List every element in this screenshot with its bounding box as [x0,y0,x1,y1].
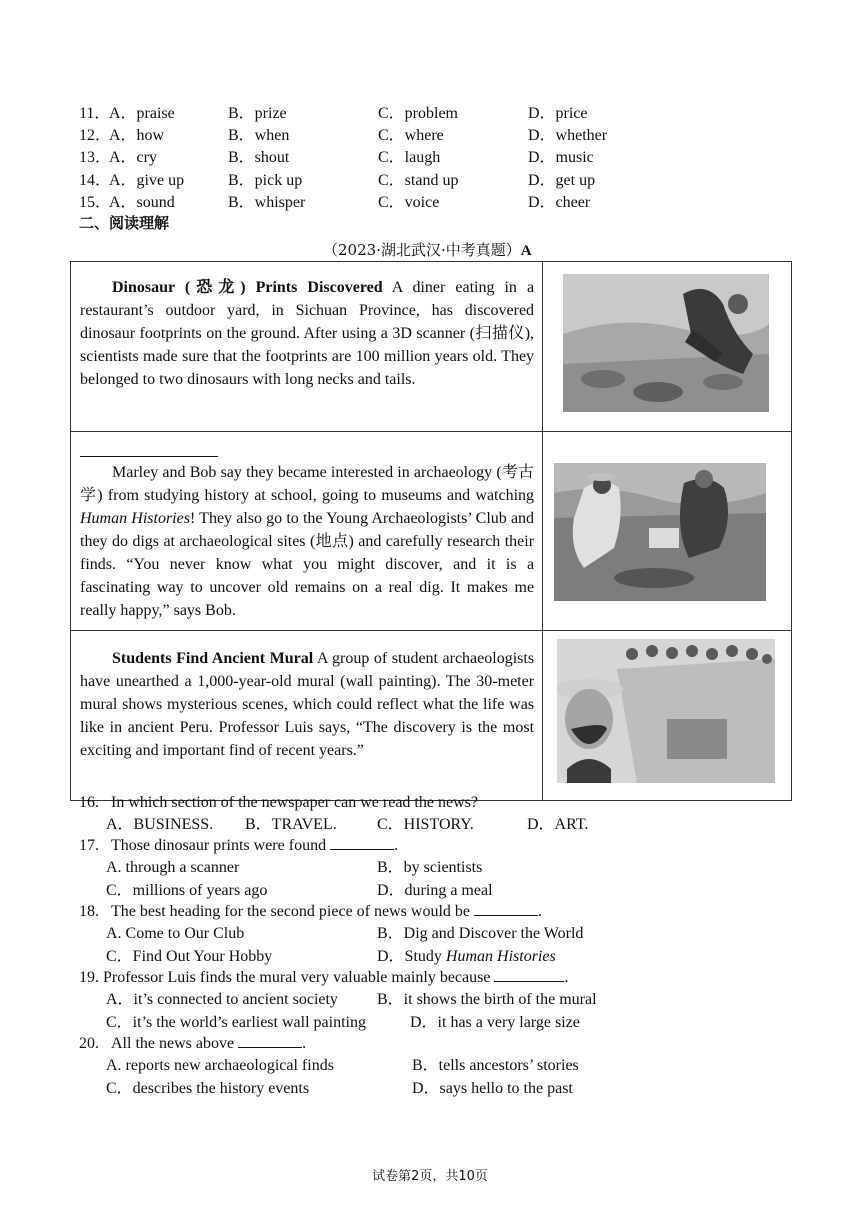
answer-blank [238,1033,302,1048]
q18-option-c: C．Find Out Your Hobby [106,948,273,965]
q19-option-c: C．it’s the world’s earliest wall painting [106,1014,366,1031]
news-3-body: A group of student archaeologists have unearthed a 1,000-year-old mural (wall painting). The 30-meter mural shows mysterious scenes, which could reflect what the life was like in ancient Peru. Professor Luis says, “The discovery is the most exciting and important find of recent years.” [80,650,535,759]
q16-option-d: D．ART. [527,816,589,833]
source-text: （2023·湖北武汉·中考真题） [323,241,521,259]
archaeology-dig-photo [554,463,766,601]
q20-option-a: A. reports new archaeological finds [106,1057,334,1074]
news-table [70,261,792,801]
page-footer: 试卷第2页，共10页 [372,1169,488,1184]
news-1-title: Dinosaur (恐龙) Prints Discovered [112,279,383,296]
news-1-body: A diner eating in a restaurant’s outdoor yard, in Sichuan Province, has discovered dinosaur footprints on the ground. After using a 3D scanner (扫描仪), scientists made sure that the footprints are 100 million years old. They belonged to two dinosaurs with long necks and tails. [80,279,535,388]
passage-letter: A [520,243,532,259]
q18-option-b: B．Dig and Discover the World [377,925,584,942]
heading-blank-line [80,438,218,457]
ancient-mural-photo [557,639,775,783]
q19-option-d: D．it has a very large size [410,1014,580,1031]
q20-option-b: B．tells ancestors’ stories [412,1057,579,1074]
answer-blank [330,835,394,850]
answer-blank [474,901,538,916]
news-2-text: Marley and Bob say they became interested in archaeology (考古学) from studying history at school, going to museums and watching Human Histories! They also go to the Young Archaeologists’ Club and they do digs at archaeological sites (地点) and carefully research their finds. “You never know what you might discover, and it is a fascinating way to uncover old remains on a real dig. It makes me really happy,” says Bob. [71,432,542,630]
source-line [323,239,532,260]
section-title: 二、阅读理解 [79,214,170,232]
question-20: 20. All the news above . [79,1035,307,1052]
q16-option-b: B．TRAVEL. [245,816,337,833]
archaeology-dig-photo-illustration [554,463,766,601]
q19-option-b: B．it shows the birth of the mural [377,991,597,1008]
q19-option-a: A．it’s connected to ancient society [106,991,338,1008]
q17-option-c: C．millions of years ago [106,882,268,899]
q20-option-d: D．says hello to the past [412,1080,573,1097]
question-17: 17. Those dinosaur prints were found . [79,837,399,854]
question-18: 18. The best heading for the second piece of news would be . [79,903,542,920]
q16-option-a: A．BUSINESS. [106,816,214,833]
question-16: 16. In which section of the newspaper can we read the news? [79,794,478,811]
dinosaur-footprint-photo [563,274,769,412]
news-3-text [71,631,542,770]
q17-option-a: A. through a scanner [106,859,240,876]
question-19: 19. Professor Luis finds the mural very valuable mainly because . [79,969,569,986]
q20-option-c: C．describes the history events [106,1080,310,1097]
q17-option-b: B．by scientists [377,859,483,876]
ancient-mural-photo-illustration [557,639,775,783]
q18-option-a: A. Come to Our Club [106,925,245,942]
news-3-title: Students Find Ancient Mural [112,650,314,667]
q16-option-c: C．HISTORY. [377,816,474,833]
q17-option-d: D．during a meal [377,882,493,899]
answer-blank [494,967,564,982]
human-histories-title: Human Histories [80,510,190,527]
news-1-text [71,262,542,399]
news-row-1 [71,262,792,432]
news-row-2 [71,432,792,631]
news-row-3 [71,631,792,801]
dinosaur-footprint-photo-illustration [563,274,769,412]
q18-option-d: D．Study Human Histories [377,948,556,965]
